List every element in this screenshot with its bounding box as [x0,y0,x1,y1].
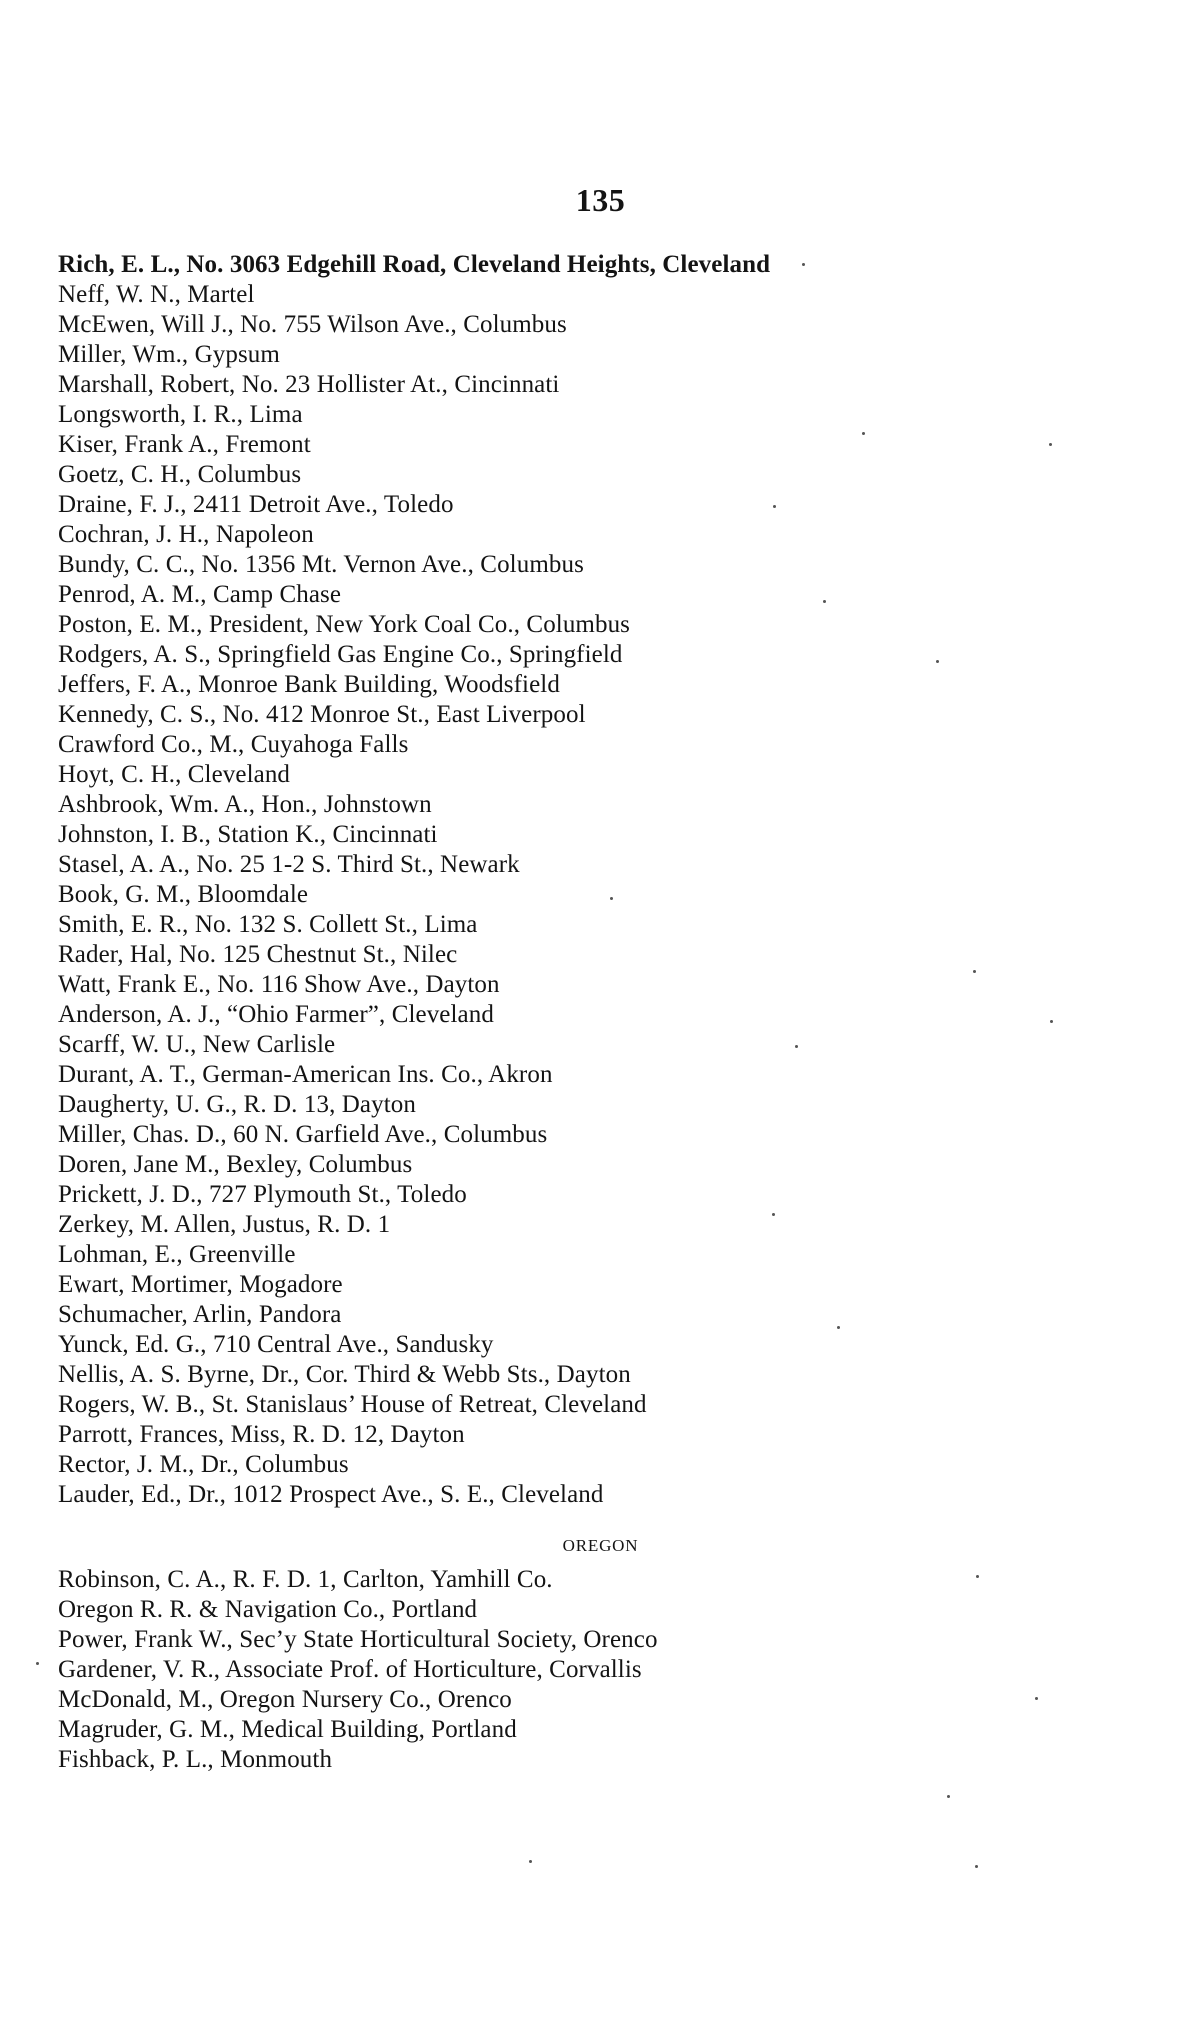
list-item: Longsworth, I. R., Lima [58,401,303,428]
list-item: Jeffers, F. A., Monroe Bank Building, Woodsfield [58,671,560,698]
list-item: Ashbrook, Wm. A., Hon., Johnstown [58,791,432,818]
list-item: Goetz, C. H., Columbus [58,461,302,488]
list-item: Crawford Co., M., Cuyahoga Falls [58,731,409,758]
scan-speck [862,432,865,435]
list-item: Rich, E. L., No. 3063 Edgehill Road, Cleveland Heights, Cleveland [58,251,771,278]
scan-speck [529,1860,532,1863]
list-item: Draine, F. J., 2411 Detroit Ave., Toledo [58,491,454,518]
list-item: Power, Frank W., Sec’y State Horticultural Society, Orenco [58,1626,658,1653]
list-item: Rader, Hal, No. 125 Chestnut St., Nilec [58,941,458,968]
list-item: Scarff, W. U., New Carlisle [58,1031,336,1058]
scan-speck [610,897,613,900]
ohio-entry-list [58,250,1118,1510]
oregon-entry-list [58,1565,1118,1775]
list-item: Rector, J. M., Dr., Columbus [58,1451,349,1478]
scan-speck [795,1045,798,1048]
list-item: Lauder, Ed., Dr., 1012 Prospect Ave., S. E., Cleveland [58,1481,604,1508]
list-item: Cochran, J. H., Napoleon [58,521,314,548]
scan-speck [823,600,826,603]
list-item: Prickett, J. D., 727 Plymouth St., Toledo [58,1181,467,1208]
list-item: Kennedy, C. S., No. 412 Monroe St., East Liverpool [58,701,586,728]
list-item: Book, G. M., Bloomdale [58,881,309,908]
page-number: 135 [575,182,626,218]
list-item: Watt, Frank E., No. 116 Show Ave., Dayton [58,971,500,998]
list-item: Bundy, C. C., No. 1356 Mt. Vernon Ave., Columbus [58,551,584,578]
list-item: Durant, A. T., German-American Ins. Co., Akron [58,1061,553,1088]
scan-speck [1035,1697,1038,1700]
list-item: Schumacher, Arlin, Pandora [58,1301,342,1328]
scan-speck [1049,443,1052,446]
list-item: Penrod, A. M., Camp Chase [58,581,342,608]
scan-speck [772,1213,775,1216]
list-item: Yunck, Ed. G., 710 Central Ave., Sandusky [58,1331,494,1358]
list-item: Anderson, A. J., “Ohio Farmer”, Cleveland [58,1001,494,1028]
list-item: Marshall, Robert, No. 23 Hollister At., Cincinnati [58,371,560,398]
list-item: Zerkey, M. Allen, Justus, R. D. 1 [58,1211,391,1238]
list-item: Nellis, A. S. Byrne, Dr., Cor. Third & Webb Sts., Dayton [58,1361,631,1388]
list-item: Lohman, E., Greenville [58,1241,296,1268]
list-item: Hoyt, C. H., Cleveland [58,761,291,788]
scan-speck [837,1326,840,1329]
list-item: Fishback, P. L., Monmouth [58,1746,333,1773]
scan-speck [976,1575,979,1578]
list-item: Kiser, Frank A., Fremont [58,431,311,458]
list-item: Robinson, C. A., R. F. D. 1, Carlton, Yamhill Co. [58,1566,553,1593]
list-item: Poston, E. M., President, New York Coal Co., Columbus [58,611,631,638]
list-item: Magruder, G. M., Medical Building, Portland [58,1716,517,1743]
section-heading-oregon: OREGON [562,1536,639,1555]
scan-speck [36,1662,39,1665]
scan-speck [936,660,939,663]
scan-speck [975,1865,978,1868]
list-item: Rodgers, A. S., Springfield Gas Engine Co., Springfield [58,641,623,668]
list-item: Ewart, Mortimer, Mogadore [58,1271,343,1298]
list-item: Oregon R. R. & Navigation Co., Portland [58,1596,478,1623]
scan-speck [947,1795,950,1798]
scan-speck [773,505,776,508]
scan-speck [973,970,976,973]
list-item: Daugherty, U. G., R. D. 13, Dayton [58,1091,416,1118]
list-item: Stasel, A. A., No. 25 1-2 S. Third St., Newark [58,851,520,878]
list-item: McDonald, M., Oregon Nursery Co., Orenco [58,1686,512,1713]
list-item: Parrott, Frances, Miss, R. D. 12, Dayton [58,1421,465,1448]
list-item: Johnston, I. B., Station K., Cincinnati [58,821,438,848]
list-item: Rogers, W. B., St. Stanislaus’ House of Retreat, Cleveland [58,1391,647,1418]
list-item: Neff, W. N., Martel [58,281,255,308]
scan-speck [1050,1020,1053,1023]
list-item: Miller, Wm., Gypsum [58,341,280,368]
list-item: Miller, Chas. D., 60 N. Garfield Ave., Columbus [58,1121,548,1148]
list-item: Doren, Jane M., Bexley, Columbus [58,1151,413,1178]
scan-speck [802,263,805,266]
list-item: McEwen, Will J., No. 755 Wilson Ave., Columbus [58,311,567,338]
list-item: Smith, E. R., No. 132 S. Collett St., Lima [58,911,478,938]
list-item: Gardener, V. R., Associate Prof. of Horticulture, Corvallis [58,1656,642,1683]
